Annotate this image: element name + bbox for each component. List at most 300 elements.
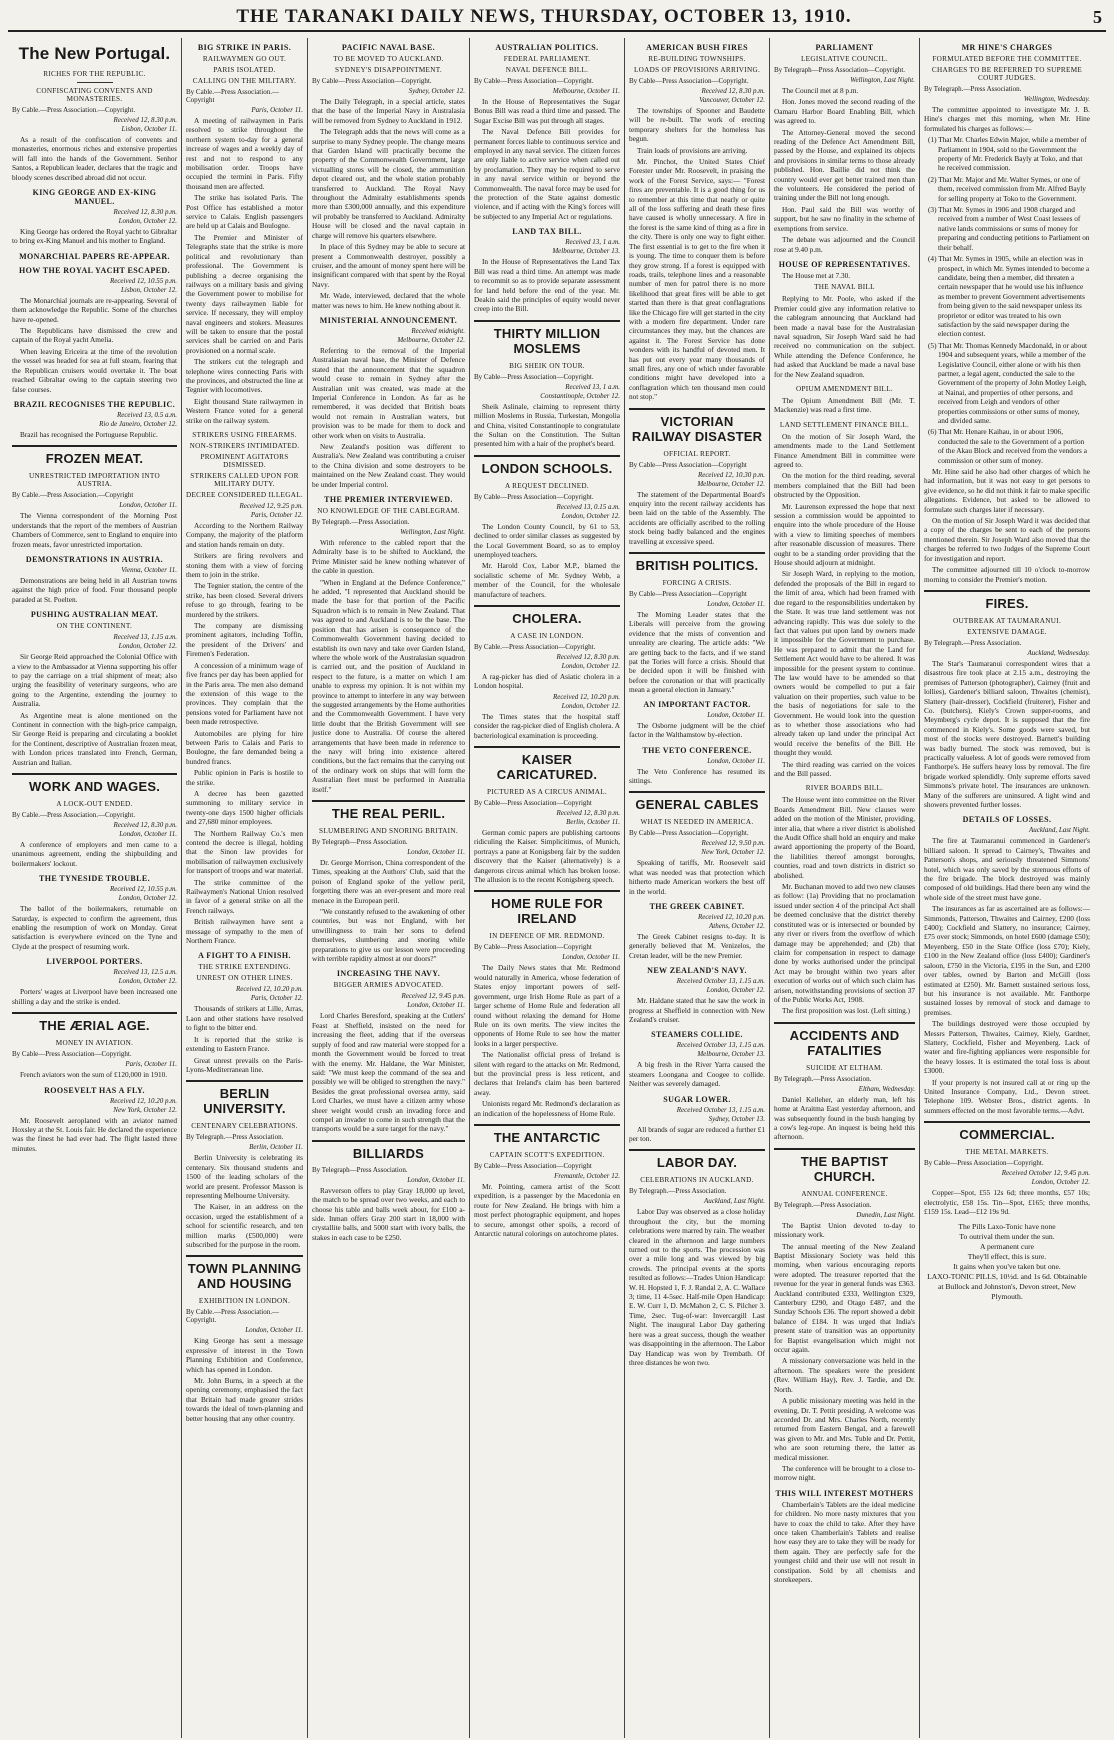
article-text: According to the Northern Railway Company, the majority of the platform and station hands remain on duty. bbox=[186, 521, 303, 549]
article-heading: STEAMERS COLLIDE. bbox=[651, 1030, 743, 1040]
article-text: Hon. Paul said the Bill was worthy of support, but he saw no finality in the scheme of exemptions from service. bbox=[774, 204, 915, 233]
subheading: THE STRIKE EXTENDING. bbox=[198, 963, 291, 972]
subheading: A LOCK-OUT ENDED. bbox=[56, 800, 133, 809]
article-aerial-age bbox=[12, 1012, 177, 1079]
received-line: Received October 12, 9.45 p.m. bbox=[1001, 1169, 1090, 1178]
subheading: NO KNOWLEDGE OF THE CABLEGRAM. bbox=[317, 507, 460, 516]
advertisement-chamberlains bbox=[774, 1489, 915, 1585]
column-6 bbox=[770, 38, 920, 1738]
article-text: Strikers are firing revolvers and stoning them with a view of forcing them to join in the strike. bbox=[186, 551, 303, 580]
subheading: OUTBREAK AT TAUMARANUI. bbox=[952, 616, 1062, 625]
list-item: (5) That Mr. Thomas Kennedy Macdonald, in or about 1904 and subsequent years, while a member of the Legislative Council, either alone or with his then partner, a legal agent, conducted the sale to the Government of the property of John Motley Leigh, at Nainai, and properties of other persons, and received from Leigh and vendors of other properties commissions or other sums of money, and divided same. bbox=[928, 340, 1088, 425]
dateline: London, October 11. bbox=[119, 830, 177, 839]
article-text: A big fresh in the River Yarra caused the steamers Loongana and Coogee to collide. Neither was severely damaged. bbox=[629, 1060, 765, 1089]
article-text: The insurances as far as ascertained are as follows:—Simmonds, Patterson, Thwaites and Cairney, £200 (loss £400); Cockfield and Slattery, no insurance; Cairney, £75 over stock; Simmonds, on hotel £600 (damage £50); Meyenberg, £50 in the State Office (loss £70); Kiely, £100 in the New Zealand office (loss £400); Gardiner's saloon, £750 in the Victoria, £195 in the Sun, and £200 over tables, owned by Barton and McGill (loss estimated at £250). Mr. Barnett sustained serious loss, but his insurance is not available. Mr. Fanthorpe sustained losses by removal of stock and damage to premises. bbox=[924, 904, 1090, 1017]
dateline: London, October 12. bbox=[561, 511, 620, 520]
subheading: RE-BUILDING TOWNSHIPS. bbox=[648, 55, 746, 63]
masthead bbox=[8, 6, 1106, 32]
article-text: Mr. Haldane stated that he saw the work in progress at Sheffield in connection with New Zealand's cruiser. bbox=[629, 996, 765, 1024]
column-7 bbox=[920, 38, 1094, 1738]
dateline: London, October 11. bbox=[245, 1326, 303, 1335]
list-item: (6) That Mr. Henare Kaihau, in or about 1906, conducted the sale to the Government of a portion of the Akau Block and received from the vendors a commission or other sum of money. bbox=[928, 427, 1087, 465]
column-5 bbox=[625, 38, 770, 1738]
byline: By Telegraph.—Press Association. bbox=[924, 638, 1022, 647]
byline: By Cable—Press Association—Copyright bbox=[474, 943, 592, 952]
article-text: Sir Joseph Ward, in replying to the motion, defended the proposals of the Bill in regard to the limit of area, which had been framed with due regard to the responsibilities undertaken by the State. It was true land settlement was not advancing rapidly. This was due solely to the fact that values put upon land by owners made it impossible for the Government to purchase. He was prepared to admit that the Land for Settlement Act would have to be altered. It was impossible for the present system to continue. The law would have to be amended so that owners would be compelled to put a fair valuation on their properties, such value to be the basis of negotiations for sale to the Government. He would look into the question as to whether those associations who had already taken up land under the principal Act would receive the benefits of the Bill. He thought they would. bbox=[774, 569, 915, 758]
column-2 bbox=[182, 38, 308, 1738]
article-brazil bbox=[12, 400, 177, 439]
dateline: New York, October 12. bbox=[701, 848, 765, 857]
article-text: The Nationalist official press of Ireland is silent with regard to the attacks on Mr. Redmond, but the provincial press is less reticent, and declares that Ireland's claim has been bartered away. bbox=[474, 1050, 620, 1097]
article-accidents bbox=[774, 1022, 915, 1142]
article-pacific-naval-base bbox=[312, 43, 465, 310]
subheading: CENTENARY CELEBRATIONS. bbox=[191, 1122, 298, 1131]
received-line: Received 13, 1 a.m. bbox=[565, 382, 620, 391]
article-general-cables bbox=[629, 791, 765, 896]
received-line: Received 13, 12.5 a.m. bbox=[113, 968, 177, 977]
article-text: King George has sent a message expressive of interest in the Town Planning Exhibition and Conference, which has opened in London. bbox=[186, 1336, 303, 1374]
article-town-planning bbox=[186, 1255, 303, 1423]
article-baptist-church bbox=[774, 1148, 915, 1483]
dateline: Fremantle, October 12. bbox=[554, 1171, 620, 1180]
article-new-portugal bbox=[12, 40, 177, 182]
subheading: FORCING A CRISIS. bbox=[662, 579, 732, 588]
article-frozen-meat bbox=[12, 445, 177, 549]
subheading: STRIKERS CALLED UPON FOR MILITARY DUTY. bbox=[190, 472, 299, 488]
article-king-george bbox=[12, 188, 177, 246]
article-heading: MONARCHIAL PAPERS RE-APPEAR. bbox=[19, 251, 170, 261]
article-heading: THE TYNESIDE TROUBLE. bbox=[38, 874, 151, 884]
headline: TOWN PLANNING AND HOUSING bbox=[186, 1255, 303, 1294]
article-text: The statement of the Departmental Board's enquiry into the recent railway accidents has been laid on the table of the Assembly. The accidents are officially ascribed to the rolling stock being badly balanced and the engines travelling at excessive speed. bbox=[629, 489, 765, 546]
subheading: SUICIDE AT ELTHAM. bbox=[806, 1063, 883, 1072]
headline: FIRES. bbox=[924, 590, 1090, 614]
byline: By Telegraph.—Press Association. bbox=[629, 1187, 727, 1196]
subheading: TO BE MOVED TO AUCKLAND. bbox=[333, 55, 444, 63]
article-text: Daniel Kelleher, an elderly man, left his home at Araitma East yesterday afternoon, and was subsequently found in the bush hanging by a cow's leg-rope. An inquest is being held this afternoon. bbox=[774, 1094, 915, 1142]
subheading: DECREE CONSIDERED ILLEGAL. bbox=[186, 491, 303, 499]
subheading: ANNUAL CONFERENCE. bbox=[801, 1189, 888, 1198]
subheading: SLUMBERING AND SNORING BRITAIN. bbox=[319, 827, 458, 835]
article-heading: THIS WILL INTEREST MOTHERS bbox=[775, 1488, 914, 1498]
article-text: The Baptist Union devoted to-day to missionary work. bbox=[774, 1220, 915, 1240]
list-item: (4) That Mr. Symes in 1905, while an election was in prospect, in which Mr. Symes intended to become a candidate, being then a member, did threaten a certain newspaper that he would use his influence as member to prevent Government advertisements from being given to the said newspaper unless its proprietor or editor was treated to his own satisfaction by the said newspaper during the election contest. bbox=[928, 254, 1090, 339]
advert-line: It gains when you've taken but one. bbox=[953, 1262, 1061, 1272]
article-text: Automobiles are plying for hire between Paris to Calais and Paris to Boulogne, the fare demanded being a hundred francs. bbox=[186, 728, 303, 766]
article-text: Mr. Harold Cox, Labor M.P., blamed the socialistic scheme of Mr. Sydney Webb, a member of the Council, for the wholesale manufacture of teachers. bbox=[474, 561, 620, 599]
article-text: The London County Council, by 61 to 53, declined to order similar classes as suggested by the Local Government Board, so as to employ unemployed teachers. bbox=[474, 521, 620, 559]
subheading: ON THE CONTINENT. bbox=[56, 622, 133, 631]
headline: HOME RULE FOR IRELAND bbox=[474, 890, 620, 929]
advert-line: The Pills Laxo-Tonic have none bbox=[958, 1222, 1056, 1232]
article-text: Demonstrations are being held in all Austrian towns against the high price of food. Four thousand people paraded at St. Poelten. bbox=[12, 575, 177, 604]
dateline: London, October 12. bbox=[1031, 1178, 1090, 1187]
headline: THE ÆRIAL AGE. bbox=[12, 1012, 177, 1036]
advert-line: To outrival them under the sun. bbox=[959, 1232, 1055, 1242]
page-number: 5 bbox=[1093, 6, 1102, 27]
article-victorian-railway bbox=[629, 408, 765, 546]
article-bush-fires bbox=[629, 43, 765, 402]
dateline: Melbourne, October 12. bbox=[397, 335, 465, 344]
received-line: Received 12, 8.30 p.m. bbox=[701, 87, 765, 95]
article-london-schools bbox=[474, 455, 620, 599]
dateline: London, October 11. bbox=[119, 501, 177, 510]
article-text: The Daily News states that Mr. Redmond would naturally in America, whose federation of States enjoy important powers of self-government, urge Irish Home Rule as part of a larger scheme of Home Rule and federation all round without relaxing the demand for Home Rule on its own merits. The view incites the opponents of Home Rule to see how the matter looks in a larger perspective. bbox=[474, 963, 620, 1048]
article-text: The Kaiser, in an address on the occasion, urged the establishment of a school for scientific research, and ten million marks (£500,000) were subscribed for the purpose in the room. bbox=[186, 1202, 303, 1249]
dateline: Wellington, Wednesday. bbox=[1023, 95, 1090, 103]
byline: By Cable—Press Association—Copyright. bbox=[474, 372, 594, 381]
article-text: The Telegraph adds that the news will come as a surprise to many Sydney people. The change means that Garden Island will practically become the property of the Commonwealth Government, large victualling stores will be closed, the ammunition depot cleared out, and the whole station probably transferred to Auckland. The Royal Navy throughout the Admiralty establishments spends more than £300,000 annually, and this expenditure wil probably be transferred to Auckland. Admiralty House will be closed and the naval captain in charge will remove his quarters elsewhere. bbox=[312, 127, 465, 240]
article-text: French aviators won the sum of £120,000 in 1910. bbox=[20, 1070, 168, 1080]
received-line: Received 13, 0.5 a.m. bbox=[116, 410, 177, 419]
article-moslems bbox=[474, 320, 620, 449]
article-house-reps bbox=[774, 260, 915, 379]
headline: BERLIN UNIVERSITY. bbox=[186, 1080, 303, 1119]
subheading: BIG SHEIK ON TOUR. bbox=[509, 361, 585, 370]
dateline: Vancouver, October 12. bbox=[699, 96, 765, 104]
subheading: LEGISLATIVE COUNCIL. bbox=[800, 55, 889, 63]
byline: By Cable—Press Association—Copyright. bbox=[474, 492, 594, 501]
article-text: The Naval Defence Bill provides for permanent forces liable to continuous service and employed in any naval service. The citizen forces are only liable to active service when called out by proclamation. They may be required to serve in any naval service within or beyond the Commonwealth. The naval force may be used for the protection of the State against domestic violence, and if acting with the King's forces will be subjected to any Imperial Act or regulations. bbox=[474, 127, 620, 221]
dateline: London, October 11. bbox=[562, 953, 620, 962]
article-commercial bbox=[924, 1121, 1090, 1216]
article-text: Ravverson offers to play Gray 18,000 up level, the match to be spread over two weeks, and each to choose his table and balls week about, for £100 a-side. Inman offers Gray 200 start in 18,000 with crystallite balls, and 5000 start with ivory balls, the stakes in each case to be £250. bbox=[312, 1185, 465, 1242]
byline: By Cable.—Press Association.—Copyright bbox=[12, 491, 134, 500]
article-heading: THE PREMIER INTERVIEWED. bbox=[324, 495, 453, 505]
article-tyneside bbox=[12, 874, 177, 951]
article-antarctic bbox=[474, 1124, 620, 1238]
article-text: The Republicans have dismissed the crew and captain of the Royal yacht Amelia. bbox=[12, 326, 177, 345]
dateline: Vienna, October 11. bbox=[121, 565, 177, 574]
article-text: When leaving Ericeira at the time of the revolution the vessel was headed for sea at full steam, fearing that the Republican cruisers would overtake it. The boat reached Gibraltar owing to the captain steering two false courses. bbox=[12, 346, 177, 394]
subheading: UNREST ON OTHER LINES. bbox=[196, 974, 293, 983]
dateline: Auckland, Last Night. bbox=[1028, 826, 1090, 835]
article-british-politics bbox=[629, 552, 765, 739]
article-text: Mr. Pointing, camera artist of the Scott expedition, is a passenger by the Macedonia en route for New Zealand. He brings with him a most perfect photographic equipment, and hopes to secure, amongst other spoils, a record of Antarctic natural colorings on autochrome plates. bbox=[474, 1181, 620, 1238]
column-4 bbox=[470, 38, 625, 1738]
headline: CHOLERA. bbox=[474, 605, 620, 629]
article-heading: THE VETO CONFERENCE. bbox=[642, 745, 752, 755]
article-text: Hon. Jones moved the second reading of the Oamaru Harbor Board Enabling Bill, which was agreed to. bbox=[774, 97, 915, 126]
subheading: LAND SETTLEMENT FINANCE BILL. bbox=[779, 420, 910, 429]
received-line: Received 12, 8.30 p.m. bbox=[113, 208, 177, 217]
dateline: Auckland, Last Night. bbox=[703, 1197, 765, 1206]
article-text: Lord Charles Beresford, speaking at the Cutlers' Feast at Sheffield, insisted on the need for increasing the fleet, adding that if the overseas supply of food and raw material were stopped for a month the Government would be forced to treat with the enemy. Mr. Haldane, the War Minister, said: "We must keep the command of the sea and possibly we will be obliged to strengthen the navy." Besides the great professional oversea army, said Lord Charles, we must have a citizen army whose sheer weight would crush an invading force and compel an invader to come in such strength that the transports would be a sure target for the navy." bbox=[312, 1011, 465, 1134]
divider bbox=[77, 82, 113, 83]
headline: GENERAL CABLES bbox=[629, 791, 765, 815]
subheading: PROMINENT AGITATORS DISMISSED. bbox=[200, 453, 289, 469]
subheading: IN DEFENCE OF MR. REDMOND. bbox=[489, 932, 605, 941]
article-text: The Greek Cabinet resigns to-day. It is generally believed that M. Venizelos, the Cretan leader, will be the new Premier. bbox=[629, 931, 765, 960]
subheading: CALLING ON THE MILITARY. bbox=[192, 77, 297, 85]
subheading: NAVAL DEFENCE BILL. bbox=[505, 66, 589, 74]
article-heading: KING GEORGE AND EX-KING MANUEL. bbox=[32, 188, 157, 207]
byline: By Cable—Press Association—Copyright. bbox=[924, 1159, 1044, 1168]
subheading: UNRESTRICTED IMPORTATION INTO AUSTRIA. bbox=[29, 472, 160, 489]
article-text: Eight thousand State railwaymen in Western France voted for a general strike on the railway system. bbox=[186, 396, 303, 425]
headline: LABOR DAY. bbox=[629, 1149, 765, 1173]
dateline: Sydney, October 13. bbox=[708, 1114, 765, 1123]
article-billiards bbox=[312, 1140, 465, 1242]
dateline: London, October 12. bbox=[118, 977, 177, 986]
byline: By Telegraph—Press Association—Copyright. bbox=[774, 66, 906, 74]
dateline: London, October 11. bbox=[707, 756, 765, 765]
article-premier-interviewed bbox=[312, 495, 465, 794]
subheading: STRIKERS USING FIREARMS. bbox=[192, 431, 297, 439]
received-line: Received 12, 10.55 p.m. bbox=[109, 885, 177, 894]
article-heading: MINISTERIAL ANNOUNCEMENT. bbox=[319, 315, 458, 325]
byline: By Cable—Press Association—Copyright bbox=[474, 799, 592, 808]
article-text: Public opinion in Paris is hostile to the strike. bbox=[186, 768, 303, 787]
subheading: WHAT IS NEEDED IN AMERICA. bbox=[640, 818, 754, 827]
article-heading: A FIGHT TO A FINISH. bbox=[198, 951, 291, 961]
subheading: THE NAVAL BILL bbox=[814, 283, 875, 292]
received-line: Received 12, 9.45 p.m. bbox=[401, 992, 465, 1001]
article-text: Mr. Wade, interviewed, declared that the whole matter was news to him. He knew nothing about it. bbox=[312, 291, 465, 310]
article-text: A meeting of railwaymen in Paris resolved to strike throughout the northern system to-day for a general increase of wages and a weekly day of rest and not to respond to any mobilisation order. Troops have occupied the termini in Paris. Fifty thousand men are affected. bbox=[186, 116, 303, 191]
received-line: Received October 13, 1.15 a.m. bbox=[676, 1105, 765, 1114]
article-text: Berlin University is celebrating its centenary. Six thousand students and 1500 of the leading scholars of the world are present. Professor Masson is representing Melbourne University. bbox=[186, 1153, 303, 1200]
article-text: The fire at Taumaranui commenced in Gardener's billiard saloon. It spread to Cairney's, Thwaites and Patterson's shops, and seriously threatened Simmons' hotel, which was only saved by the strenuous efforts of the fire brigade. The block destroyed was mainly composed of old buildings. Had there been any wind the whole side of the street must have gone. bbox=[924, 836, 1090, 902]
subheading: CONFISCATING CONVENTS AND MONASTERIES. bbox=[36, 87, 153, 103]
column-1 bbox=[8, 38, 182, 1738]
byline: By Cable—Press Association—Copyright. bbox=[312, 77, 432, 85]
article-parliament bbox=[774, 43, 915, 254]
subheading: THE METAL MARKETS. bbox=[965, 1148, 1049, 1157]
dateline: Paris, October 12. bbox=[250, 994, 303, 1003]
subheading: NON-STRIKERS INTIMIDATED. bbox=[189, 442, 300, 450]
received-line: Received 12, 8.30 p.m. bbox=[556, 809, 620, 818]
article-heading: BIG STRIKE IN PARIS. bbox=[197, 43, 292, 52]
article-text: British railwaymen have sent a message of sympathy to the men of Northern France. bbox=[186, 917, 303, 946]
article-text: The House went into committee on the River Boards Amendment Bill. New clauses were added on the motion of the Minister, providing, inter alia, that where a river district is abolished the Audit Office shall hold an enquiry and make award apportioning the property of the Board, the liabilities thereof amongst boroughs, counties, road and town districts in district so abolished. bbox=[774, 795, 915, 880]
charges-list bbox=[928, 135, 1090, 465]
article-text: The Monarchial journals are re-appearing. Several of them acknowledge the Republic. Some of the churches have re-opened. bbox=[12, 295, 177, 324]
article-text: Mr. Pinchot, the United States Chief Forester under Mr. Roosevelt, in praising the work of the Forest Service, says:— "Forest fires are preventable. It is a good thing for us to remember at this time that nearly or quite all of the loss suffering and death these fires have caused is wholly unnecessary. A fire in the forest is the same kind of thing as a fire in the city. There is only one way to fight either. The first essential is to get to the fire when it is young. The time to conquer them is before they grow strong. If a forest is equipped with roads, trails, telephone lines and a reasonable number of men for patrol there is no more likelihood that great fires will be able to get started than there is that great conflagrations like the Chicago fire will get started in the city with a modern fire department. Under rare circumstances they may, but the chances are against it. The Forest Service has done wonders with its handful of devoted men. It has put out every year many thousands of small fires, any one of which under favorable conditions might have developed into a conflagration which ten thousand men could not stop." bbox=[629, 157, 765, 402]
page-title: THE TARANAKI DAILY NEWS, THURSDAY, OCTOBER 13, 1910. bbox=[236, 6, 852, 27]
byline: By Cable—Press Association—Copyright. bbox=[629, 829, 749, 838]
article-text: The strike committee of the Railwaymen's National Union resolved in favor of a general strike on all the French railways. bbox=[186, 877, 303, 915]
article-heading: LAND TAX BILL. bbox=[512, 227, 582, 237]
dateline: Melbourne, October 13. bbox=[552, 247, 620, 256]
article-home-rule bbox=[474, 890, 620, 1118]
received-line: Received 12, 10.20 p.m. bbox=[235, 985, 303, 994]
article-text: The third reading was carried on the voices and the Bill passed. bbox=[774, 759, 915, 778]
received-line: Received 12, 10.30 p.m. bbox=[697, 470, 765, 479]
article-heading: SUGAR LOWER. bbox=[663, 1094, 731, 1104]
article-heading: ROOSEVELT HAS A FLY. bbox=[44, 1085, 145, 1095]
list-item: (2) That Mr. Major and Mr. Walter Symes, or one of them, received commission from Mr. Alfred Bayly for selling property at Toko to the Government. bbox=[928, 174, 1086, 203]
byline: By Cable.—Press Association.—Copyright bbox=[186, 88, 279, 104]
article-text: "We constantly refused to the awakening of other countries, but was not England, with her unwillingness to train her sons to defend themselves, slumbering and snoring while preparations to give us our lesson were proceeding with terrible rapidity almost at our doors?" bbox=[312, 907, 465, 964]
article-text: On the motion for the third reading, several members complained that the Bill had been obstructed by the Opposition. bbox=[774, 471, 915, 500]
article-text: The Attorney-General moved the second reading of the Defence Act Amendment Bill, passed by the House, and explained its objects and provisions in similar terms to those already published. Hon. Baillie did not think the country would ever get better trained men than the volunteers. He considered the period of training under the Bill not long enough. bbox=[774, 127, 915, 203]
article-text: The townships of Spooner and Baudette will be re-built. The work of erecting temporary shelters for the homeless has begun. bbox=[629, 106, 765, 144]
received-line: Received 12, 8.30 p.m. bbox=[113, 821, 177, 830]
article-text: The strike has isolated Paris. The Post Office has established a motor service to Calais. English passengers are held up at Calais and Boulogne. bbox=[186, 193, 303, 231]
subheading: FORMULATED BEFORE THE COMMITTEE. bbox=[932, 55, 1082, 63]
article-river-boards bbox=[774, 784, 915, 1015]
article-text: The Opium Amendment Bill (Mr. T. Mackenzie) was read a first time. bbox=[774, 395, 915, 415]
article-text: The Morning Leader states that the Liberals will perceive from the growing evidence that the mists of convention and unreality are clearing. The article adds: "We are getting back to the facts, and if we stand pat the Tories will force a crisis. Should that be decided upon it will be finished with before the coronation or that will practically mean a general election in January." bbox=[629, 610, 765, 695]
received-line: Received 12, 8.30 p.m. bbox=[556, 653, 620, 661]
article-text: Mr. Laurenson expressed the hope that next session a commission would be appointed to enquire into the whole procedure of the House with a view to limiting speeches of members after reasonable discussion of measures. There ought to be a standing order providing that the House should adjourn at midnight. bbox=[774, 501, 915, 568]
article-text: In the House of Representatives the Land Tax Bill was read a third time. An attempt was made to recommit so as to provide separate assessment for land held before the end of the year. Mr. Deakin said the principles of equity would never creep into the Bill. bbox=[474, 257, 620, 314]
headline: VICTORIAN RAILWAY DISASTER bbox=[629, 408, 765, 447]
subheading: BIGGER ARMIES ADVOCATED. bbox=[333, 981, 444, 990]
article-text: The Veto Conference has resumed its sittings. bbox=[629, 766, 765, 785]
subheading: A CASE IN LONDON. bbox=[510, 632, 584, 640]
article-text: The buildings destroyed were those occupied by Messrs Patterson, Thwaites, Cairney, Kiely, Gardner, Slattery, Cockfield, Fisher and Meyenberg. Lack of water and fire-fighting appliances were responsible for the heavy losses. It is estimated the total loss is about £3000. bbox=[924, 1019, 1090, 1076]
article-text: The strikers cut the telegraph and telephone wires connecting Paris with the provinces, and obstructed the line at Tegnier with locomotives. bbox=[186, 357, 303, 395]
article-heading: HOUSE OF REPRESENTATIVES. bbox=[778, 259, 911, 269]
article-work-wages bbox=[12, 773, 177, 868]
article-heading: MR HINE'S CHARGES bbox=[961, 43, 1053, 52]
article-heading: THE GREEK CABINET. bbox=[649, 901, 745, 911]
article-kaiser bbox=[474, 746, 620, 884]
subheading: CHARGES TO BE REFERRED TO SUPREME COURT JUDGES. bbox=[931, 66, 1083, 82]
subheading: OPIUM AMENDMENT BILL. bbox=[795, 384, 893, 393]
advert-line: They'll effect, this is sure. bbox=[967, 1252, 1047, 1262]
subheading: CELEBRATIONS IN AUCKLAND. bbox=[640, 1176, 754, 1185]
received-line: Received 12, 10.55 p.m. bbox=[109, 276, 177, 285]
list-item: (1) That Mr. Charles Edwin Major, while a member of Parliament in 1904, sold to the Government the property of Mr. Frederick Bayly at Toko, and that he received commission. bbox=[928, 135, 1087, 173]
headline: The New Portugal. bbox=[18, 44, 171, 63]
dateline: Constantinople, October 12. bbox=[540, 391, 620, 400]
article-text: In place of this Sydney may be able to secure at present a Commonwealth destroyer, possibly a cruiser, and the amount of money spent here will be insignificant compared with that spent by the Royal Navy. bbox=[312, 242, 465, 289]
article-fight-finish bbox=[186, 951, 303, 1074]
article-text: The Osborne judgment will be the chief factor in the Walthamstow by-election. bbox=[629, 720, 765, 740]
article-text: If your property is not insured call at or ring up the United Insurance Company, Ltd., Devon street. Telephone 109. Webster Bros., district agents. In summers effected on the most favorable terms.—Advt. bbox=[924, 1077, 1090, 1115]
dateline: Berlin, October 11. bbox=[566, 818, 620, 827]
article-text: The debate was adjourned and the Council rose at 9.40 p.m. bbox=[774, 235, 915, 254]
headline: THE REAL PERIL. bbox=[312, 800, 465, 824]
dateline: Paris, October 11. bbox=[125, 1060, 177, 1069]
subheading: RICHES FOR THE REPUBLIC. bbox=[43, 70, 146, 78]
article-hine-charges bbox=[924, 43, 1090, 584]
article-heading: INCREASING THE NAVY. bbox=[336, 969, 441, 979]
article-text: Chamberlain's Tablets are the ideal medicine for children. No more nasty mixtures that you have to coax the child to take. After they have once taken Chamberlain's Tablets and realise how easy they are to take they will be ready for them again. They are perfectly safe for the youngest child and their use will not result in constipation. Sold by all chemists and storekeepers. bbox=[774, 1499, 915, 1584]
article-text: The Daily Telegraph, in a special article, states that the base of the Imperial Navy in Australasia will be removed from Sydney to Auckland in 1912. bbox=[312, 97, 465, 125]
received-line: Received October 13, 1.15 a.m. bbox=[676, 1041, 765, 1050]
article-liverpool bbox=[12, 957, 177, 1006]
article-heading: AN IMPORTANT FACTOR. bbox=[643, 699, 751, 709]
dateline: Berlin, October 11. bbox=[249, 1143, 303, 1152]
dateline: Melbourne, October 11. bbox=[552, 87, 620, 95]
received-line: Received 12, 10.20 p.m. bbox=[552, 692, 620, 701]
article-text: The first proposition was lost. (Left sitting.) bbox=[782, 1006, 911, 1016]
dateline: Eltham, Wednesday. bbox=[858, 1084, 915, 1093]
article-heading: AUSTRALIAN POLITICS. bbox=[495, 43, 599, 52]
article-text: The committee appointed to investigate Mr. J. B. Hine's charges met this morning, when Mr. Hine formulated his charges as follows:— bbox=[924, 105, 1090, 133]
article-text: The Tegnier station, the centre of the strike, has been closed. Several drivers refuse to go through, fearing to be murdered by the strikers. bbox=[186, 581, 303, 619]
subheading: LOADS OF PROVISIONS ARRIVING. bbox=[633, 66, 761, 74]
article-text: Mr. Buchanan moved to add two new clauses as follow: (1a) Providing that no proclamation issued under section 4 of the principal Act shall be deemed conclusive that the district thereby constituted was or is intersected or bounded by any river or rivers from the overflow of which damage may be apprehended; and (2b) that claim for compensation in respect to damage done by works authorised under the principal Act may be brought within two years after execution of works out of which such claim has arisen, notwithstanding provisions of section 37 of the Public Works Act, 1908. bbox=[774, 882, 915, 1004]
byline: By Cable—Press Association—Copyright. bbox=[12, 1050, 132, 1059]
article-opium bbox=[774, 385, 915, 415]
article-text: All brands of sugar are reduced a further £1 per ton. bbox=[629, 1124, 765, 1143]
article-veto bbox=[629, 746, 765, 786]
article-heading: HOW THE ROYAL YACHT ESCAPED. bbox=[18, 265, 171, 275]
article-heading: DETAILS OF LOSSES. bbox=[962, 815, 1052, 825]
dateline: London, October 12. bbox=[561, 701, 620, 710]
article-pushing-meat bbox=[12, 610, 177, 767]
article-fires bbox=[924, 590, 1090, 810]
article-nz-navy bbox=[629, 966, 765, 1024]
article-text: A concession of a minimum wage of five francs per day has been applied for in the Paris area. The men also demand the extension of this wage to the provinces. They complain that the pensions voted for Parliament have not been made retrospective. bbox=[186, 660, 303, 727]
article-text: A rag-picker has died of Asiatic cholera in a London hospital. bbox=[474, 672, 620, 691]
byline: By Cable—Press Association—Copyright. bbox=[629, 77, 749, 85]
received-line: Received 12, 8.30 p.m. bbox=[113, 116, 177, 124]
article-text: German comic papers are publishing cartoons ridiculing the Kaiser. Simplicitimus, of Munich, portrays a pane at Konigsberg fair by the sudden discovery that the Kaiser (alternatively) is a dangerous circus animal which has broken loose. The allusion is to the recent Konigsberg speech. bbox=[474, 828, 620, 885]
subheading: RAILWAYMEN GO OUT. bbox=[202, 55, 287, 63]
article-text: The conference will be brought to a close to-morrow night. bbox=[774, 1463, 915, 1483]
article-real-peril bbox=[312, 800, 465, 963]
article-text: Brazil has recognised the Portuguese Republic. bbox=[20, 429, 158, 439]
article-text: Thousands of strikers at Lille, Arras, Laon and other stations have resolved to fight to the bitter end. bbox=[186, 1004, 303, 1033]
dateline: London, October 11. bbox=[407, 1001, 465, 1010]
article-firearms bbox=[186, 431, 303, 945]
byline: By Telegraph—Press Association. bbox=[312, 838, 408, 846]
article-heading: NEW ZEALAND'S NAVY. bbox=[647, 966, 747, 976]
headline: LONDON SCHOOLS. bbox=[474, 455, 620, 479]
subheading: MONEY IN AVIATION. bbox=[55, 1039, 134, 1048]
article-text: The House met at 7.30. bbox=[782, 270, 851, 280]
dateline: Athens, October 12. bbox=[709, 921, 765, 930]
byline: By Telegraph.—Press Association. bbox=[924, 85, 1022, 93]
article-text: Mr. Hine said he also had other charges of which he had information, but it was not easy to get persons to give evidence, so he did not think it fair to make specific allegations. Evidence, but asked to be allowed to formulate such charges later if necessary. bbox=[924, 467, 1090, 514]
received-line: Received 12, 9.50 p.m. bbox=[701, 839, 765, 848]
dateline: Rio de Janeiro, October 12. bbox=[99, 419, 177, 428]
article-demonstrations bbox=[12, 555, 177, 604]
dateline: Lisbon, October 11. bbox=[121, 125, 177, 133]
dateline: London, October 11. bbox=[707, 710, 765, 719]
article-text: Great unrest prevails on the Paris-Lyons-Mediterranean line. bbox=[186, 1055, 303, 1074]
headline: KAISER CARICATURED. bbox=[474, 746, 620, 785]
article-text: A public missionary meeting was held in the evening, Dr. T. Pettit presiding. A welcome was accorded Dr. and Mrs. Charles North, recently returned from Eastern Bengal, and a farewell was given to Mr. and Mrs. Tuble and Dr. Pettit, who are soon returning there, the latter as medical missioner. bbox=[774, 1396, 915, 1462]
dateline: London, October 12. bbox=[118, 642, 177, 651]
article-australian-politics bbox=[474, 43, 620, 221]
article-text: In the House of Representatives the Sugar Bonus Bill was read a third time and passed. The Sugar Excise Bill was put through all stages. bbox=[474, 97, 620, 125]
article-berlin-university bbox=[186, 1080, 303, 1249]
received-line: Received 12, 9.25 p.m. bbox=[239, 502, 303, 510]
article-text: New Zealand's position was different to Australia's. New Zealand was contributing a cruiser to the China division and some destroyers to be maintained on the New Zealand coast. They would be under Imperial control. bbox=[312, 442, 465, 489]
dateline: London, October 12. bbox=[118, 217, 177, 226]
article-text: Unionists regard Mr. Redmond's declaration as an indication of the hopelessness of Home Rule. bbox=[474, 1099, 620, 1118]
article-greek-cabinet bbox=[629, 902, 765, 960]
dateline: London, October 11. bbox=[407, 1175, 465, 1184]
article-text: Sheik Aslinale, claiming to represent thirty million Moslems in Russia, Turkestan, Mongolia and China, visited Constantinople to congratulate the Sultan on the Constitution. The Sultan presented him with a hair of the prophet's beard. bbox=[474, 401, 620, 449]
dateline: Paris, October 12. bbox=[250, 511, 303, 519]
article-text: Mr. Roosevelt aeroplaned with an aviator named Hoxsley at the St. Louis fair. He declared the experience was the finest he had ever had. The flight lasted three minutes. bbox=[12, 1115, 177, 1153]
columns bbox=[8, 38, 1106, 1738]
dateline: Dunedin, Last Night. bbox=[856, 1210, 915, 1219]
article-land-tax bbox=[474, 227, 620, 313]
article-royal-yacht bbox=[12, 266, 177, 394]
headline: ACCIDENTS AND FATALITIES bbox=[774, 1022, 915, 1061]
article-text: Sir George Reid approached the Colonial Office with a view to the Ambassador at Vienna supporting his offer to pay the carriage on a trial shipment of meat; also urging the feasibility of veterinary surgeons, who are going to the Argentine, extending the journey to Australia. bbox=[12, 652, 177, 709]
article-text: Referring to the removal of the Imperial Australasian naval base, the Minister of Defence stated that the announcement that the squadron would cease to remain in Sydney after the Australian unit was created, was made at the Imperial Conference in London. As far as he remembered, it was decided that British boats would not remain in Australian waters, but provision was to be made for them to dock and other work when on visits to Australia. bbox=[312, 345, 465, 440]
article-text: On the motion of Sir Joseph Ward, the amendments made to the Land Settlement Finance Amendment Bill in committee were agreed to. bbox=[774, 431, 915, 469]
article-labor-day bbox=[629, 1149, 765, 1367]
article-text: Dr. George Morrison, China correspondent of the Times, speaking at the Authors' Club, said that the poison of England spoke of the yellow peril, forgetting there was an ever-present and more real menace in the European peril. bbox=[312, 858, 465, 905]
article-text: A conference of employers and men came to a unanimous agreement, ending the shipbuilding and boilermakers' lockout. bbox=[12, 840, 177, 868]
advertisement-laxo-tonic bbox=[924, 1222, 1090, 1302]
dateline: Auckland, Wednesday. bbox=[1027, 648, 1090, 657]
received-line: Received October 13, 1.15 a.m. bbox=[676, 977, 765, 986]
dateline: London, October 11. bbox=[407, 848, 465, 856]
received-line: Received 13, 1 a.m. bbox=[565, 238, 620, 247]
